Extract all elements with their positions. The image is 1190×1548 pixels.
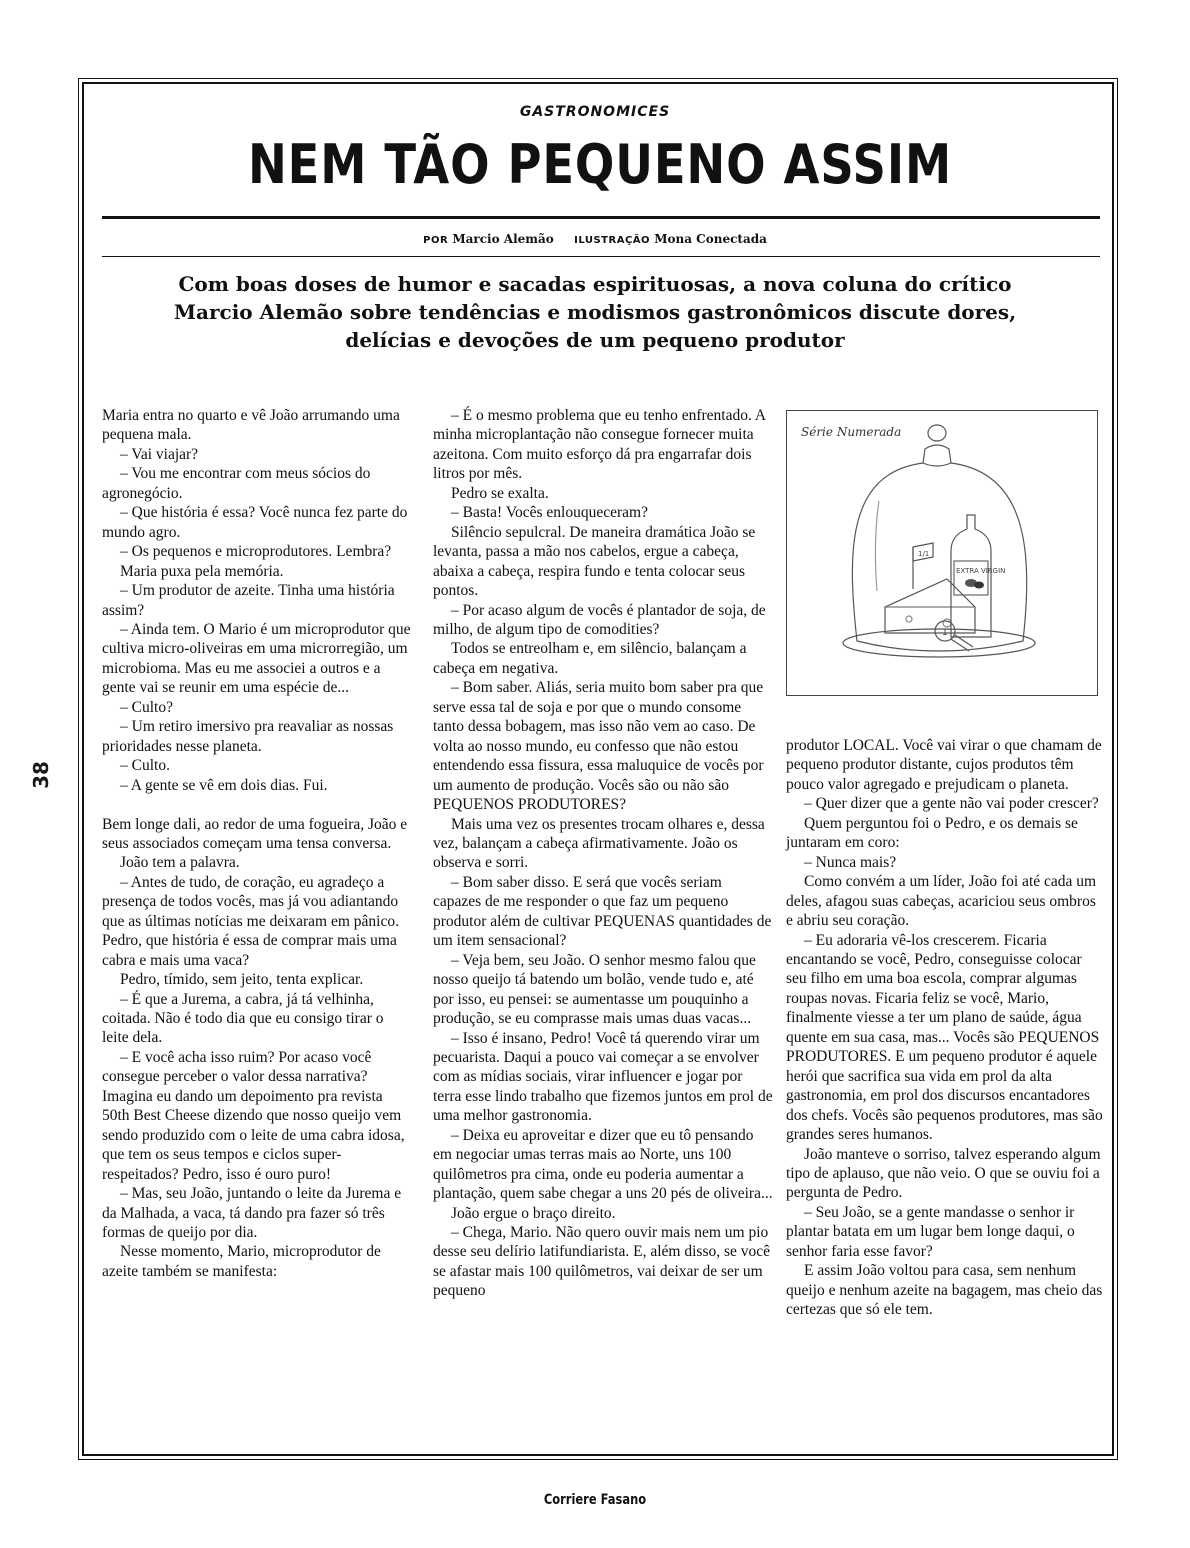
article-paragraph: produtor LOCAL. Você vai virar o que chamam de pequeno produtor distante, cujos produtos têm pouco valor agregado e prejudicam o planeta.: [786, 737, 1102, 793]
article-paragraph: – Antes de tudo, de coração, eu agradeço a presença de todos vocês, mas já vou adiantando que as últimas notícias me deixaram em pânico. Pedro, que história é essa de comprar mais uma cabra e mais uma vaca?: [102, 873, 399, 969]
article-paragraph: – Um retiro imersivo pra reavaliar as nossas prioridades nesse planeta.: [102, 718, 394, 755]
article-paragraph: – Mas, seu João, juntando o leite da Jurema e da Malhada, a vaca, tá dando pra fazer só três formas de queijo por dia.: [102, 1185, 402, 1242]
article-paragraph: – E você acha isso ruim? Por acaso você consegue perceber o valor dessa narrativa? Imagina eu dando um depoimento pra revista 50th Best Cheese dizendo que nosso queijo vem sendo produzido com o leite de uma cabra idosa, que tem os seus tempos e ciclos super-respeitados? Pedro, isso é ouro puro!: [102, 1048, 405, 1183]
publication-footer: Corriere Fasano: [543, 1492, 647, 1508]
article-paragraph: – Nunca mais?: [804, 853, 897, 871]
article-paragraph: Todos se entreolham e, em silêncio, balançam a cabeça em negativa.: [433, 640, 747, 677]
article-paragraph: – Por acaso algum de vocês é plantador de soja, de milho, de algum tipo de comodities?: [433, 601, 766, 638]
article-paragraph: João ergue o braço direito.: [451, 1204, 616, 1222]
article-paragraph: – Culto?: [120, 698, 173, 716]
article-paragraph: – Chega, Mario. Não quero ouvir mais nem um pio desse seu delírio latifundiarista. E, além disso, se você se afastar mais 100 quilômetros, vai deixar de ser um pequeno: [433, 1224, 771, 1300]
article-paragraph: – Culto.: [120, 757, 170, 775]
article-paragraph: João manteve o sorriso, talvez esperando algum tipo de aplauso, que não veio. O que se ouviu foi a pergunta de Pedro.: [786, 1145, 1101, 1202]
article-paragraph: Pedro se exalta.: [451, 484, 549, 502]
cloche-illustration: [787, 411, 1099, 697]
cloche-neck: [923, 445, 951, 466]
page-title: NEM TÃO PEQUENO ASSIM: [247, 133, 953, 196]
article-paragraph: – Bom saber disso. E será que vocês seriam capazes de me responder o que faz um pequeno produtor além de cultivar PEQUENAS quantidades de um item sensacional?: [433, 873, 772, 950]
article-paragraph: – É o mesmo problema que eu tenho enfrentado. A minha microplantação não consegue fornecer muita azeitona. Com muito esforço dá pra engarrafar dois litros por mês.: [433, 407, 766, 483]
illustration-caption: Série Numerada: [801, 425, 902, 439]
article-paragraph: – Eu adoraria vê-los crescerem. Ficaria encantando se você, Pedro, conseguisse colocar seu filho em uma boa escola, comprar algumas roupas novas. Ficaria feliz se você, Mario, finalmente viesse a ter um plano de saúde, água quente em sua casa, mas... Vocês são PEQUENOS PRODUTORES. E um pequeno produtor é aquele herói que sacrifica sua vida em prol da alta gastronomia, em prol dos discursos encantadores dos chefs. Vocês são pequenos produtores, mas são grandes seres humanos.: [786, 931, 1103, 1144]
cheese-wedge: [885, 579, 975, 633]
article-paragraph: – Basta! Vocês enlouqueceram?: [451, 504, 648, 522]
section-kicker: GASTRONOMICES: [519, 104, 671, 120]
byline-author: Marcio Alemão: [452, 232, 554, 246]
article-paragraph: Quem perguntou foi o Pedro, e os demais se juntaram em coro:: [786, 814, 1078, 852]
byline-illustration-label: ILUSTRAÇÃO: [574, 235, 651, 246]
text-column-1: [102, 406, 414, 1281]
olive-oil-bottle: [951, 515, 991, 637]
title-divider: [102, 216, 1100, 219]
byline-divider: [102, 256, 1100, 257]
article-paragraph: Nesse momento, Mario, microprodutor de azeite também se manifesta:: [102, 1243, 381, 1280]
flag-text: 1/1: [918, 550, 930, 558]
byline-por-label: POR: [423, 235, 449, 246]
article-paragraph: João tem a palavra.: [120, 854, 240, 872]
article-deck: Com boas doses de humor e sacadas espirituosas, a nova coluna do crítico Marcio Alemão sobre tendências e modismos gastronômicos discute dores, delícias e devoções de um pequeno produtor: [173, 272, 1017, 352]
article-paragraph: – Vou me encontrar com meus sócios do agronegócio.: [102, 465, 371, 502]
article-paragraph: – Vai viajar?: [120, 445, 199, 463]
medal-text: 1: [942, 628, 948, 638]
article-paragraph: Maria entra no quarto e vê João arrumando uma pequena mala.: [102, 407, 400, 444]
article-paragraph: – É que a Jurema, a cabra, já tá velhinha, coitada. Não é todo dia que eu consigo tirar o leite dela.: [102, 990, 384, 1047]
article-paragraph: – Isso é insano, Pedro! Você tá querendo virar um pecuarista. Daqui a pouco vai começar a se envolver com as mídias sociais, virar influencer e jogar por terra esse lindo trabalho que fizemos juntos em prol de uma melhor gastronomia.: [433, 1029, 773, 1125]
byline: [0, 232, 1190, 246]
article-paragraph: – A gente se vê em dois dias. Fui.: [120, 776, 328, 794]
article-paragraph: – Seu João, se a gente mandasse o senhor ir plantar batata em um lugar bem longe daqui, o senhor faria esse favor?: [786, 1203, 1075, 1260]
text-column-2: [433, 406, 773, 1301]
article-paragraph: Maria puxa pela memória.: [120, 562, 284, 580]
text-column-3: [786, 736, 1104, 1320]
article-paragraph: – Quer dizer que a gente não vai poder crescer?: [804, 795, 1099, 813]
article-paragraph: Como convém a um líder, João foi até cada um deles, afagou suas cabeças, acariciou seus ombros e abriu seu coração.: [786, 873, 1097, 930]
bottle-label-text: EXTRA VIRGIN: [956, 567, 1006, 575]
cloche-knob: [928, 425, 946, 441]
article-paragraph: – Bom saber. Aliás, seria muito bom saber pra que serve essa tal de soja e por que o mundo consome tanto dessa bobagem, mas isso não vem ao caso. De volta ao nosso mundo, eu confesso que não estou entendendo essa fissura, essa maluquice de vocês por um aumento de produção. Vocês são ou não são PEQUENOS PRODUTORES?: [433, 679, 764, 814]
byline-illustrator: Mona Conectada: [654, 232, 767, 246]
page-number: 38: [29, 761, 53, 789]
article-paragraph: – Ainda tem. O Mario é um microprodutor que cultiva micro-oliveiras em uma microrregião, um microbioma. Mas eu me associei a outros e a gente vai se reunir em uma espécie de...: [102, 620, 411, 697]
article-paragraph: E assim João voltou para casa, sem nenhum queijo e nenhum azeite na bagagem, mas cheio das certezas que só ele tem.: [786, 1262, 1103, 1319]
article-paragraph: Mais uma vez os presentes trocam olhares e, dessa vez, balançam a cabeça afirmativamente. João os observa e sorri.: [433, 815, 765, 872]
article-paragraph: – Um produtor de azeite. Tinha uma história assim?: [102, 582, 395, 619]
illustration-box: [786, 410, 1098, 696]
article-paragraph: Silêncio sepulcral. De maneira dramática João se levanta, passa a mão nos cabelos, ergue a cabeça, abaixa a cabeça, respira fundo e tenta colocar seus pontos.: [433, 523, 756, 600]
article-paragraph: – Deixa eu aproveitar e dizer que eu tô pensando em negociar umas terras mais ao Norte, uns 100 quilômetros pra cima, onde eu poderia aumentar a plantação, quem sabe chegar a uns 20 pés de oliveira...: [433, 1126, 773, 1203]
article-paragraph: Bem longe dali, ao redor de uma fogueira, João e seus associados começam uma tensa conversa.: [102, 815, 408, 852]
article-paragraph: Pedro, tímido, sem jeito, tenta explicar.: [120, 971, 364, 989]
article-paragraph: – Veja bem, seu João. O senhor mesmo falou que nosso queijo tá batendo um bolão, vende tudo e, até por isso, eu pensei: se aumentasse um pouquinho a produção, se eu comprasse mais umas duas vacas...: [433, 951, 756, 1028]
article-paragraph: – Que história é essa? Você nunca fez parte do mundo agro.: [102, 504, 408, 541]
article-paragraph: – Os pequenos e microprodutores. Lembra?: [120, 543, 392, 561]
